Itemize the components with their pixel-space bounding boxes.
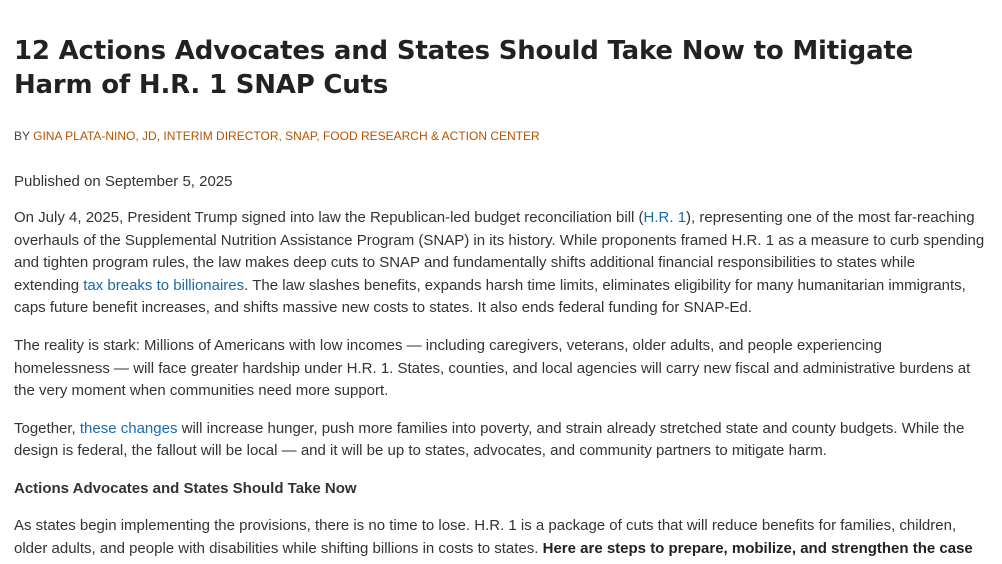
paragraph-actions (14, 515, 1002, 560)
published-date: Published on September 5, 2025 (14, 173, 233, 190)
tax-breaks-link[interactable]: tax breaks to billionaires (83, 276, 245, 294)
paragraph-line: design is federal, the fallout will be local — and it will be up to states, advocates, and community partners to mitigate harm. (14, 442, 827, 460)
paragraph-line: caps future benefit increases, and shifts massive new costs to states. It also ends federal funding for SNAP-Ed. (14, 299, 752, 317)
article (14, 34, 1002, 560)
paragraph-intro (14, 207, 1002, 320)
hr1-link[interactable]: H.R. 1 (643, 209, 687, 226)
paragraph-line: overhauls of the Supplemental Nutrition Assistance Program (SNAP) in its history. While proponents framed H.R. 1 as a measure to curb spending (14, 231, 985, 249)
text-run: Together, (14, 419, 80, 437)
paragraph-line: homelessness — will face greater hardship under H.R. 1. States, counties, and local agencies will carry new fiscal and administrative burdens at (14, 359, 971, 377)
text-run: older adults, and people with disabilities while shifting billions in costs to states. (14, 539, 543, 557)
section-heading: Actions Advocates and States Should Take Now (14, 479, 357, 497)
paragraph-line (14, 418, 1002, 441)
text-run: ), representing one of the most far-reaching (686, 209, 975, 226)
paragraph-line: As states begin implementing the provisions, there is no time to lose. H.R. 1 is a package of cuts that will reduce benefits for families, children, (14, 516, 957, 534)
text-run: On July 4, 2025, President Trump signed into law the Republican-led budget reconciliation bill ( (14, 209, 644, 226)
paragraph-line: The reality is stark: Millions of Americans with low incomes — including caregivers, veterans, older adults, and people experiencing (14, 336, 882, 354)
these-changes-link[interactable]: these changes (79, 419, 178, 437)
byline-prefix: BY (14, 129, 30, 143)
emphasis-text: Here are steps to prepare, mobilize, and strengthen the case (542, 539, 973, 557)
paragraph-together (14, 418, 1002, 463)
byline (14, 128, 1002, 144)
byline-author-link[interactable]: GINA PLATA-NINO, JD, INTERIM DIRECTOR, SNAP, FOOD RESEARCH & ACTION CENTER (33, 129, 540, 143)
paragraph-line (14, 207, 1002, 230)
text-run: will increase hunger, push more families into poverty, and strain already stretched state and county budgets. While the (177, 419, 965, 437)
paragraph-line: and tighten program rules, the law makes deep cuts to SNAP and fundamentally shifts additional financial responsibilities to states while (14, 254, 916, 272)
text-run: . The law slashes benefits, expands harsh time limits, eliminates eligibility for many humanitarian immigrants, (244, 276, 966, 294)
article-title: 12 Actions Advocates and States Should Take Now to Mitigate Harm of H.R. 1 SNAP Cuts (14, 36, 914, 100)
text-run: extending (14, 276, 84, 294)
paragraph-reality (14, 335, 1002, 403)
paragraph-line (14, 275, 1002, 298)
paragraph-line (14, 538, 1002, 561)
paragraph-line: the very moment when communities need more support. (14, 382, 389, 400)
